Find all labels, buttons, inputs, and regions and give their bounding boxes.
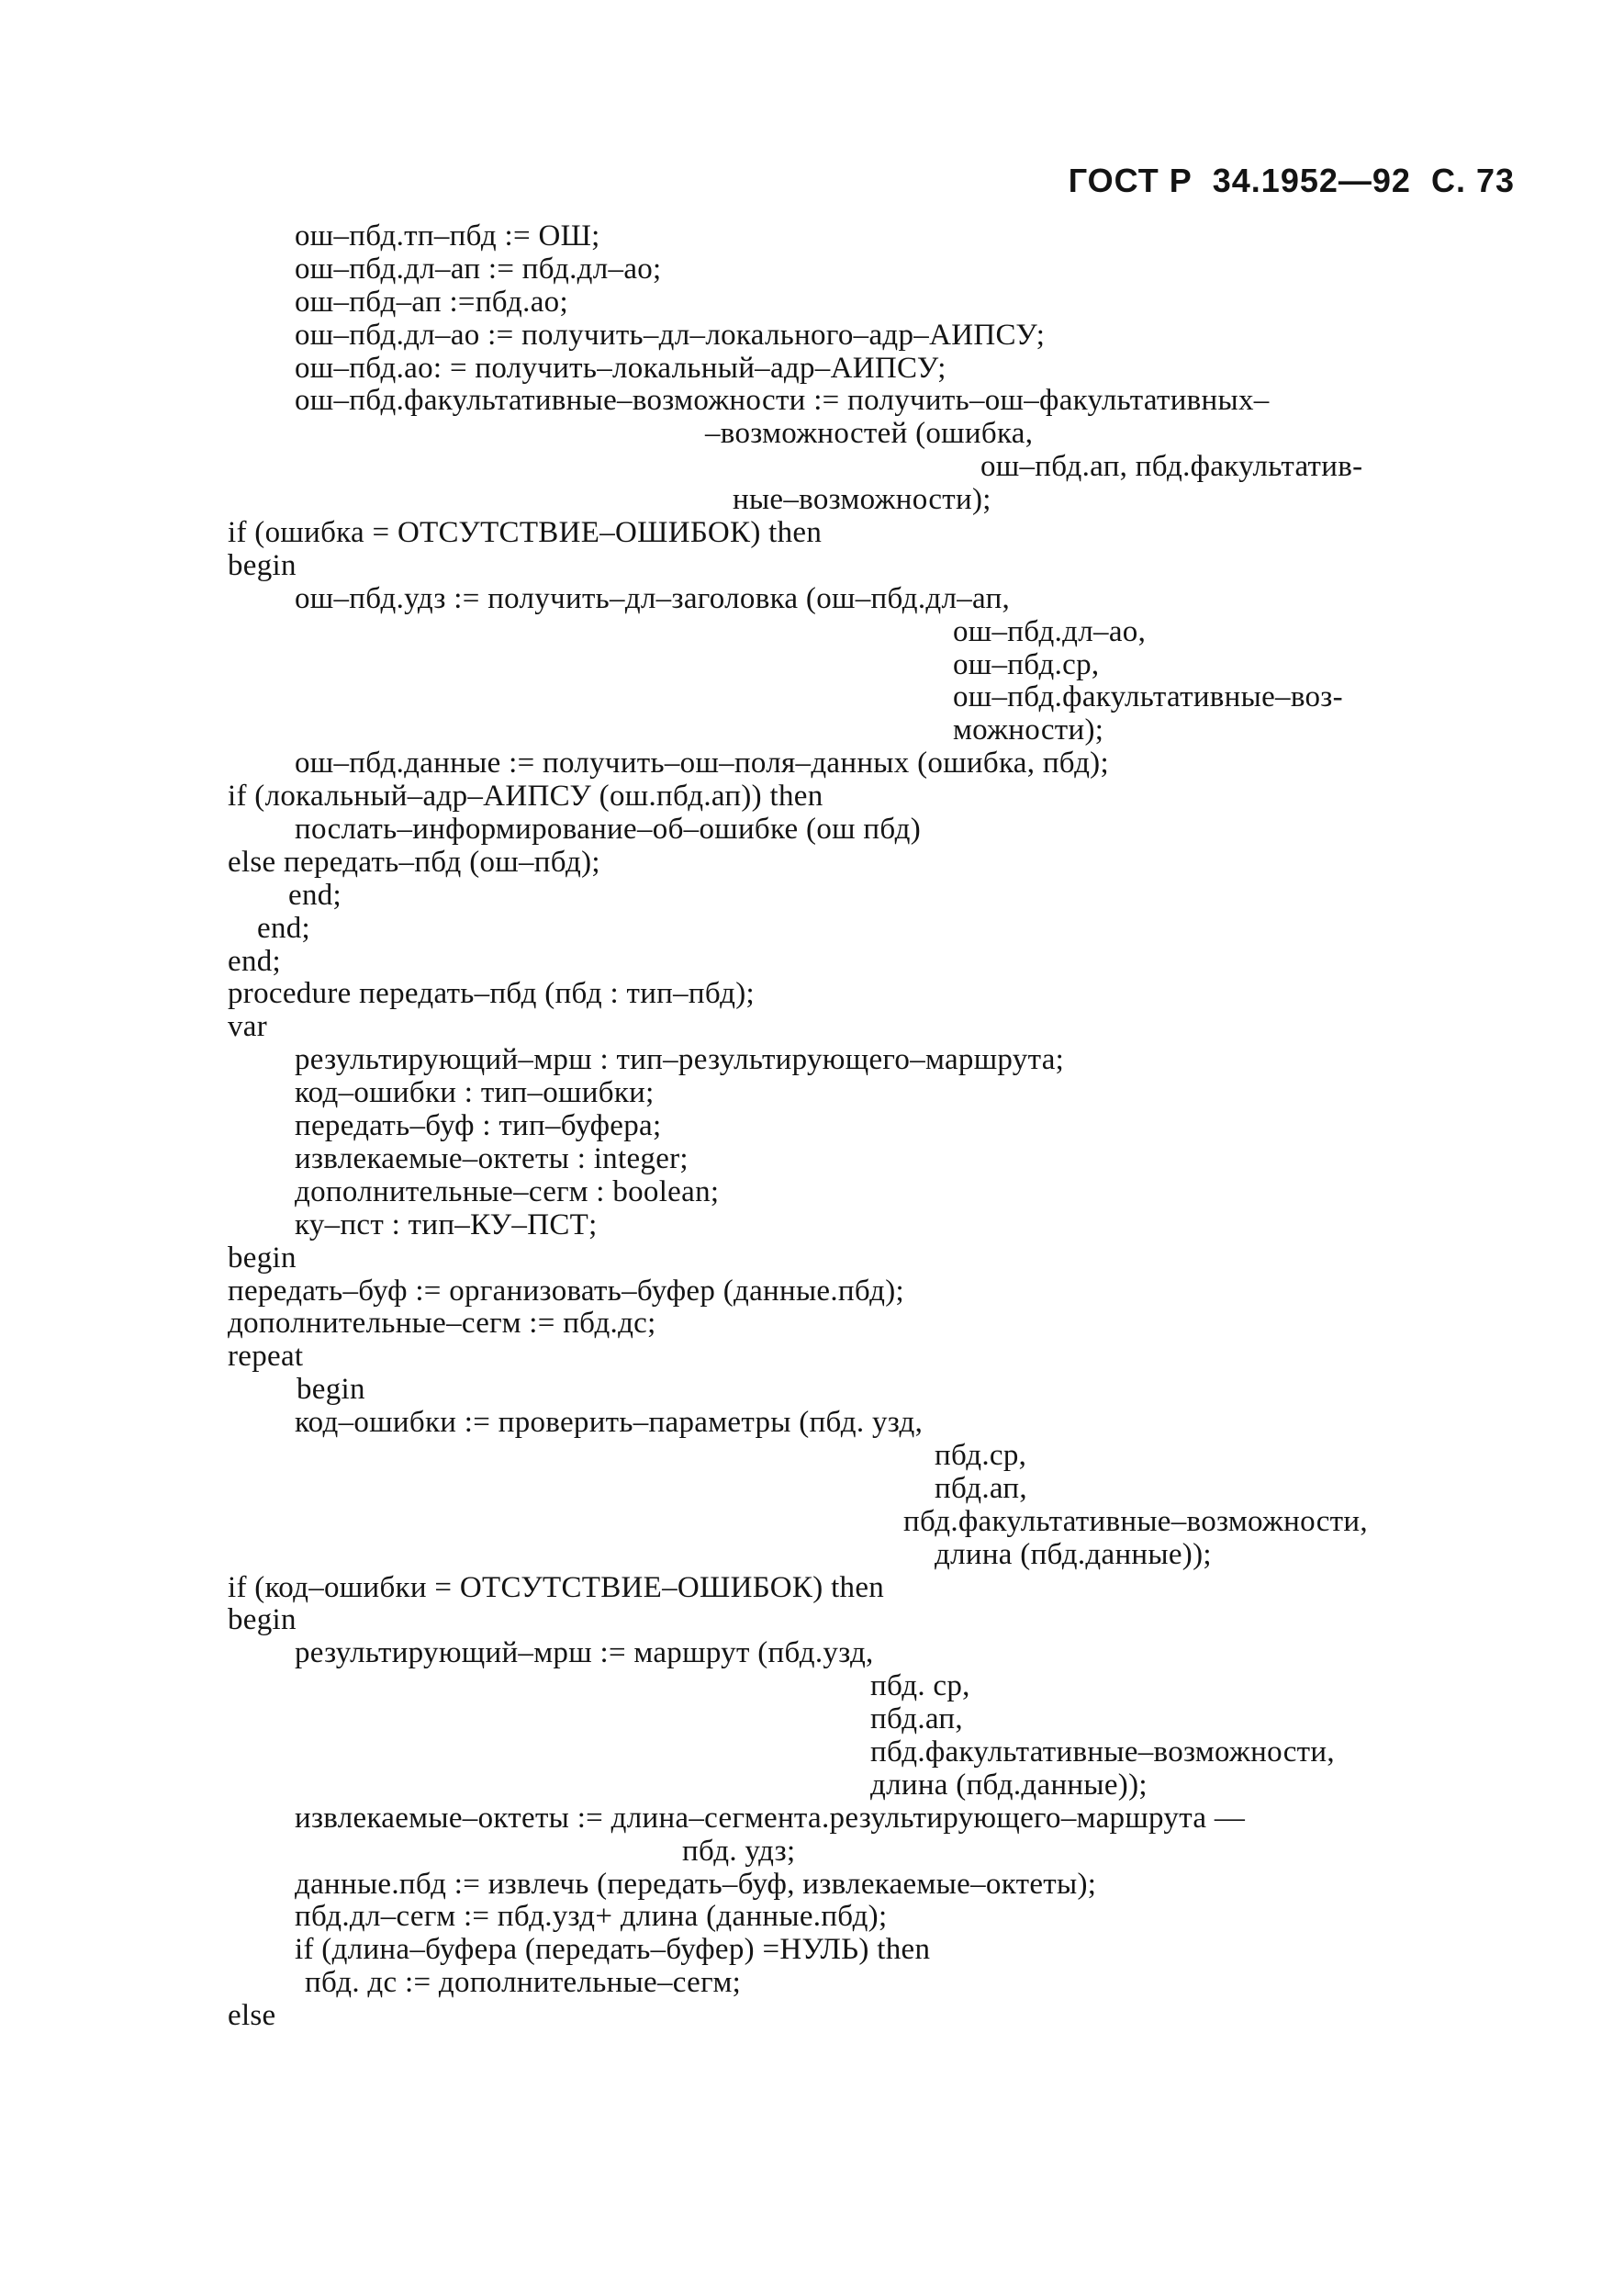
code-line: if (длина–буфера (передать–буфер) =НУЛЬ) then xyxy=(295,1933,931,1967)
code-line: длина (пбд.данные)); xyxy=(935,1537,1212,1571)
code-line: данные.пбд := извлечь (передать–буф, извлекаемые–октеты); xyxy=(295,1867,1097,1901)
code-line: end; xyxy=(257,911,311,945)
code-line: длина (пбд.данные)); xyxy=(870,1768,1148,1802)
code-line: пбд.ап, xyxy=(935,1471,1027,1505)
code-line: пбд. дс := дополнительные–сегм; xyxy=(305,1966,742,2000)
code-line: –возможностей (ошибка, xyxy=(705,417,1034,451)
code-line: if (код–ошибки = ОТСУТСТВИЕ–ОШИБОК) then xyxy=(228,1570,885,1604)
code-line: результирующий–мрш := маршрут (пбд.узд, xyxy=(295,1636,874,1670)
code-line: ош–пбд.ап, пбд.факультатив- xyxy=(980,450,1363,484)
code-line: ош–пбд.данные := получить–ош–поля–данных (ошибка, пбд); xyxy=(295,747,1109,781)
code-line: результирующий–мрш : тип–результирующего–маршрута; xyxy=(295,1043,1065,1077)
code-line: пбд.дл–сегм := пбд.узд+ длина (данные.пбд); xyxy=(295,1900,888,1934)
code-line: begin xyxy=(228,548,297,582)
code-line: repeat xyxy=(228,1340,304,1374)
code-line: дополнительные–сегм : boolean; xyxy=(295,1174,720,1208)
code-line: пбд.ап, xyxy=(870,1702,963,1736)
code-line: пбд.факультативные–возможности, xyxy=(870,1735,1335,1769)
code-line: var xyxy=(228,1010,268,1044)
code-line: ные–возможности); xyxy=(733,483,991,517)
code-listing xyxy=(228,220,1531,2033)
code-line: ош–пбд.ср, xyxy=(953,647,1100,681)
page-header: ГОСТ Р 34.1952—92 С. 73 xyxy=(1068,162,1515,199)
code-line: послать–информирование–об–ошибке (ош пбд) xyxy=(295,813,921,847)
code-line: пбд. удз; xyxy=(682,1834,796,1868)
code-line: end; xyxy=(228,944,282,978)
code-line: пбд.факультативные–возможности, xyxy=(903,1504,1368,1538)
code-line: end; xyxy=(288,878,342,912)
code-line: извлекаемые–октеты := длина–сегмента.результирующего–маршрута — xyxy=(295,1801,1246,1835)
code-line: ош–пбд.факультативные–воз- xyxy=(953,680,1343,714)
code-line: begin xyxy=(228,1241,297,1275)
code-line: if (ошибка = ОТСУТСТВИЕ–ОШИБОК) then xyxy=(228,516,823,550)
code-line: передать–буф : тип–буфера; xyxy=(295,1109,662,1143)
code-line: begin xyxy=(228,1603,297,1637)
code-line: дополнительные–сегм := пбд.дс; xyxy=(228,1307,656,1341)
code-line: if (локальный–адр–АИПСУ (ош.пбд.ап)) then xyxy=(228,780,823,814)
code-line: код–ошибки : тип–ошибки; xyxy=(295,1076,655,1110)
code-line: else xyxy=(228,1999,276,2033)
code-line: извлекаемые–октеты : integer; xyxy=(295,1141,689,1175)
code-line: можности); xyxy=(953,713,1104,747)
code-line: ош–пбд.дл–ао, xyxy=(953,614,1147,648)
code-line: пбд. ср, xyxy=(870,1669,970,1703)
code-line: else передать–пбд (ош–пбд); xyxy=(228,845,600,879)
code-line: ош–пбд.дл–ап := пбд.дл–ао; xyxy=(295,252,662,286)
code-line: ош–пбд.тп–пбд := ОШ; xyxy=(295,219,600,253)
code-line: код–ошибки := проверить–параметры (пбд. узд, xyxy=(295,1406,924,1440)
code-line: ош–пбд.удз := получить–дл–заголовка (ош–пбд.дл–ап, xyxy=(295,581,1011,615)
code-line: передать–буф := организовать–буфер (данные.пбд); xyxy=(228,1274,904,1308)
code-line: ош–пбд.ао: = получить–локальный–адр–АИПСУ; xyxy=(295,351,946,385)
code-line: ош–пбд–ап :=пбд.ао; xyxy=(295,285,568,319)
code-line: ку–пст : тип–КУ–ПСТ; xyxy=(295,1207,598,1241)
code-line: ош–пбд.дл–ао := получить–дл–локального–адр–АИПСУ; xyxy=(295,318,1046,352)
code-line: ош–пбд.факультативные–возможности := получить–ош–факультативных– xyxy=(295,384,1270,418)
code-line: begin xyxy=(297,1373,365,1407)
code-line: procedure передать–пбд (пбд : тип–пбд); xyxy=(228,977,756,1011)
code-line: пбд.ср, xyxy=(935,1438,1027,1472)
